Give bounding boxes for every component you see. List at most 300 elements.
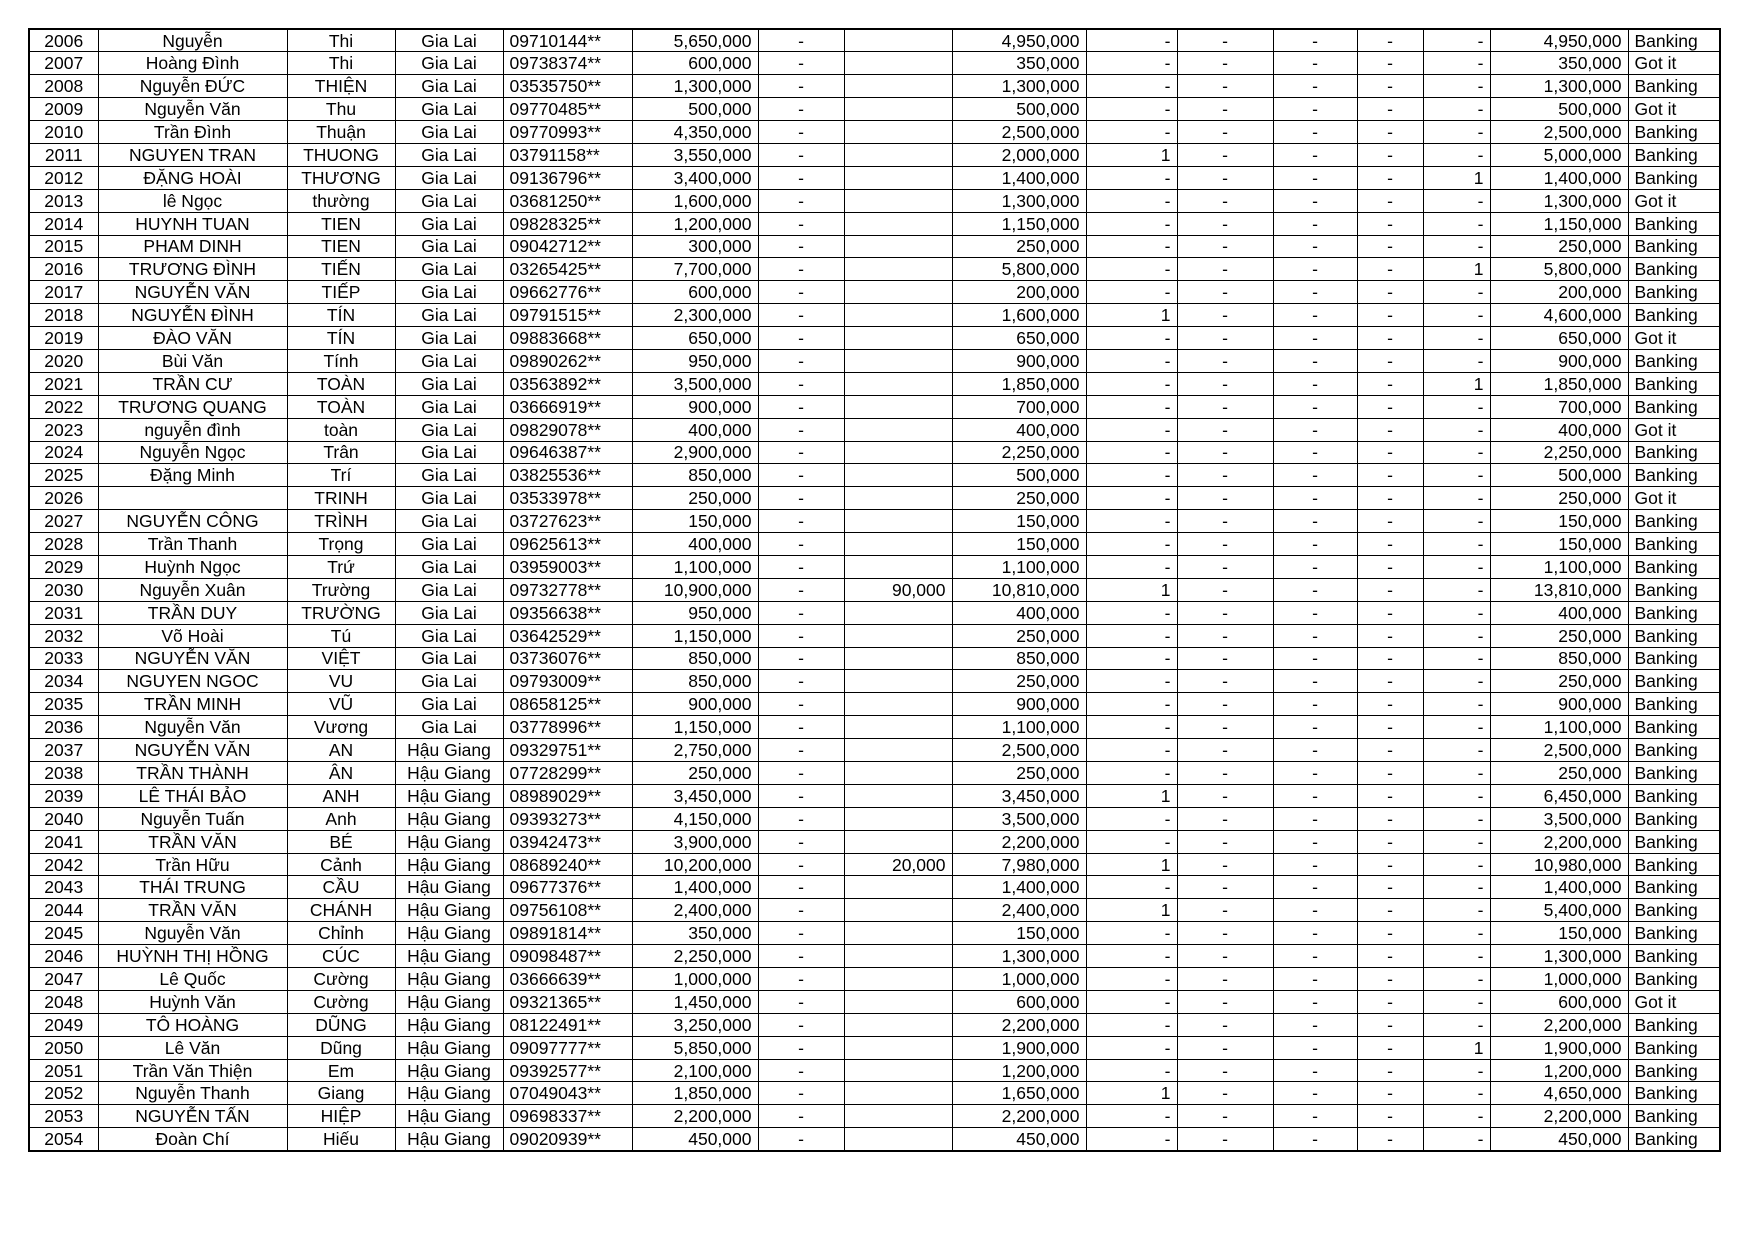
amount-requested-cell: 500,000 <box>632 98 758 121</box>
flag-a-cell: - <box>1086 555 1177 578</box>
payment-method-cell: Banking <box>1628 624 1720 647</box>
flag-a-cell: - <box>1086 739 1177 762</box>
flag-e-cell: 1 <box>1423 1036 1490 1059</box>
flag-d-cell: - <box>1357 899 1423 922</box>
row-number-cell: 2026 <box>29 487 98 510</box>
province-cell: Gia Lai <box>395 464 503 487</box>
flag-b-cell: - <box>1177 693 1273 716</box>
last-name-cell: NGUYỄN CÔNG <box>98 510 287 533</box>
last-name-cell: Huỳnh Văn <box>98 990 287 1013</box>
flag-b-cell: - <box>1177 75 1273 98</box>
flag-c-cell: - <box>1273 624 1357 647</box>
last-name-cell: TRẦN CƯ <box>98 372 287 395</box>
last-name-cell: Hoàng Đình <box>98 52 287 75</box>
fee-cell <box>844 647 952 670</box>
table-row <box>29 1105 1720 1128</box>
flag-b-cell: - <box>1177 1036 1273 1059</box>
deduction-cell: - <box>758 1105 844 1128</box>
flag-e-cell: - <box>1423 968 1490 991</box>
total-cell: 250,000 <box>1490 235 1628 258</box>
flag-d-cell: - <box>1357 235 1423 258</box>
last-name-cell: Lê Quốc <box>98 968 287 991</box>
deduction-cell: - <box>758 510 844 533</box>
total-cell: 500,000 <box>1490 464 1628 487</box>
deduction-cell: - <box>758 533 844 556</box>
first-name-cell: TRƯỜNG <box>287 601 395 624</box>
flag-a-cell: 1 <box>1086 784 1177 807</box>
fee-cell <box>844 510 952 533</box>
phone-cell: 09738374** <box>503 52 632 75</box>
flag-c-cell: - <box>1273 990 1357 1013</box>
fee-cell <box>844 349 952 372</box>
last-name-cell: Nguyễn ĐỨC <box>98 75 287 98</box>
deduction-cell: - <box>758 853 844 876</box>
row-number-cell: 2046 <box>29 945 98 968</box>
amount-requested-cell: 250,000 <box>632 762 758 785</box>
first-name-cell: Thi <box>287 29 395 52</box>
flag-e-cell: - <box>1423 784 1490 807</box>
first-name-cell: TRÌNH <box>287 510 395 533</box>
row-number-cell: 2045 <box>29 922 98 945</box>
flag-a-cell: - <box>1086 510 1177 533</box>
payment-method-cell: Banking <box>1628 601 1720 624</box>
row-number-cell: 2030 <box>29 578 98 601</box>
flag-b-cell: - <box>1177 1128 1273 1151</box>
first-name-cell: Trân <box>287 441 395 464</box>
province-cell: Gia Lai <box>395 418 503 441</box>
first-name-cell: Tú <box>287 624 395 647</box>
flag-e-cell: 1 <box>1423 166 1490 189</box>
amount-approved-cell: 3,500,000 <box>952 807 1086 830</box>
flag-c-cell: - <box>1273 876 1357 899</box>
flag-d-cell: - <box>1357 327 1423 350</box>
flag-c-cell: - <box>1273 441 1357 464</box>
deduction-cell: - <box>758 922 844 945</box>
province-cell: Gia Lai <box>395 487 503 510</box>
flag-b-cell: - <box>1177 647 1273 670</box>
flag-c-cell: - <box>1273 601 1357 624</box>
flag-b-cell: - <box>1177 1059 1273 1082</box>
table-row <box>29 693 1720 716</box>
amount-approved-cell: 4,950,000 <box>952 29 1086 52</box>
phone-cell: 03959003** <box>503 555 632 578</box>
last-name-cell: lê Ngọc <box>98 189 287 212</box>
total-cell: 1,300,000 <box>1490 75 1628 98</box>
total-cell: 2,250,000 <box>1490 441 1628 464</box>
deduction-cell: - <box>758 876 844 899</box>
amount-approved-cell: 600,000 <box>952 990 1086 1013</box>
last-name-cell: Nguyễn Văn <box>98 922 287 945</box>
first-name-cell: CÚC <box>287 945 395 968</box>
total-cell: 10,980,000 <box>1490 853 1628 876</box>
total-cell: 150,000 <box>1490 510 1628 533</box>
deduction-cell: - <box>758 1036 844 1059</box>
province-cell: Gia Lai <box>395 281 503 304</box>
total-cell: 2,200,000 <box>1490 1105 1628 1128</box>
province-cell: Gia Lai <box>395 578 503 601</box>
flag-e-cell: - <box>1423 1105 1490 1128</box>
phone-cell: 09732778** <box>503 578 632 601</box>
flag-b-cell: - <box>1177 52 1273 75</box>
amount-requested-cell: 1,150,000 <box>632 716 758 739</box>
payment-method-cell: Banking <box>1628 762 1720 785</box>
fee-cell <box>844 739 952 762</box>
first-name-cell: THƯƠNG <box>287 166 395 189</box>
first-name-cell: Thi <box>287 52 395 75</box>
payment-method-cell: Banking <box>1628 830 1720 853</box>
province-cell: Gia Lai <box>395 327 503 350</box>
flag-e-cell: - <box>1423 533 1490 556</box>
amount-requested-cell: 650,000 <box>632 327 758 350</box>
last-name-cell: NGUYỄN VĂN <box>98 281 287 304</box>
table-row <box>29 510 1720 533</box>
flag-c-cell: - <box>1273 487 1357 510</box>
payment-method-cell: Banking <box>1628 670 1720 693</box>
payment-method-cell: Banking <box>1628 464 1720 487</box>
amount-approved-cell: 2,250,000 <box>952 441 1086 464</box>
phone-cell: 09793009** <box>503 670 632 693</box>
row-number-cell: 2009 <box>29 98 98 121</box>
payment-method-cell: Banking <box>1628 968 1720 991</box>
deduction-cell: - <box>758 693 844 716</box>
row-number-cell: 2028 <box>29 533 98 556</box>
first-name-cell: THIỆN <box>287 75 395 98</box>
phone-cell: 09791515** <box>503 304 632 327</box>
flag-d-cell: - <box>1357 143 1423 166</box>
deduction-cell: - <box>758 212 844 235</box>
flag-a-cell: - <box>1086 670 1177 693</box>
deduction-cell: - <box>758 990 844 1013</box>
province-cell: Gia Lai <box>395 601 503 624</box>
amount-approved-cell: 1,200,000 <box>952 1059 1086 1082</box>
flag-c-cell: - <box>1273 510 1357 533</box>
flag-a-cell: - <box>1086 533 1177 556</box>
table-row <box>29 876 1720 899</box>
last-name-cell: NGUYỄN VĂN <box>98 647 287 670</box>
flag-d-cell: - <box>1357 739 1423 762</box>
flag-d-cell: - <box>1357 624 1423 647</box>
flag-c-cell: - <box>1273 418 1357 441</box>
flag-d-cell: - <box>1357 29 1423 52</box>
flag-b-cell: - <box>1177 578 1273 601</box>
row-number-cell: 2034 <box>29 670 98 693</box>
fee-cell <box>844 75 952 98</box>
flag-d-cell: - <box>1357 1059 1423 1082</box>
amount-approved-cell: 2,200,000 <box>952 1105 1086 1128</box>
province-cell: Gia Lai <box>395 235 503 258</box>
amount-approved-cell: 10,810,000 <box>952 578 1086 601</box>
fee-cell <box>844 830 952 853</box>
table-row <box>29 555 1720 578</box>
flag-c-cell: - <box>1273 899 1357 922</box>
row-number-cell: 2052 <box>29 1082 98 1105</box>
flag-a-cell: - <box>1086 372 1177 395</box>
fee-cell <box>844 784 952 807</box>
amount-approved-cell: 1,850,000 <box>952 372 1086 395</box>
amount-approved-cell: 850,000 <box>952 647 1086 670</box>
flag-a-cell: - <box>1086 121 1177 144</box>
fee-cell <box>844 372 952 395</box>
flag-c-cell: - <box>1273 555 1357 578</box>
first-name-cell: Trí <box>287 464 395 487</box>
first-name-cell: BÉ <box>287 830 395 853</box>
amount-requested-cell: 3,400,000 <box>632 166 758 189</box>
phone-cell: 09770993** <box>503 121 632 144</box>
province-cell: Gia Lai <box>395 395 503 418</box>
amount-requested-cell: 450,000 <box>632 1128 758 1151</box>
total-cell: 1,300,000 <box>1490 945 1628 968</box>
flag-c-cell: - <box>1273 98 1357 121</box>
flag-c-cell: - <box>1273 1013 1357 1036</box>
flag-a-cell: - <box>1086 29 1177 52</box>
total-cell: 700,000 <box>1490 395 1628 418</box>
flag-a-cell: 1 <box>1086 304 1177 327</box>
phone-cell: 03681250** <box>503 189 632 212</box>
flag-a-cell: 1 <box>1086 899 1177 922</box>
flag-d-cell: - <box>1357 533 1423 556</box>
first-name-cell: TRINH <box>287 487 395 510</box>
province-cell: Hậu Giang <box>395 922 503 945</box>
row-number-cell: 2042 <box>29 853 98 876</box>
flag-d-cell: - <box>1357 372 1423 395</box>
flag-d-cell: - <box>1357 166 1423 189</box>
province-cell: Hậu Giang <box>395 1105 503 1128</box>
total-cell: 13,810,000 <box>1490 578 1628 601</box>
province-cell: Gia Lai <box>395 166 503 189</box>
phone-cell: 09646387** <box>503 441 632 464</box>
flag-b-cell: - <box>1177 29 1273 52</box>
last-name-cell <box>98 487 287 510</box>
table-row <box>29 166 1720 189</box>
amount-approved-cell: 1,600,000 <box>952 304 1086 327</box>
phone-cell: 03778996** <box>503 716 632 739</box>
flag-a-cell: - <box>1086 212 1177 235</box>
province-cell: Hậu Giang <box>395 762 503 785</box>
flag-d-cell: - <box>1357 75 1423 98</box>
total-cell: 2,200,000 <box>1490 830 1628 853</box>
first-name-cell: TÍN <box>287 327 395 350</box>
deduction-cell: - <box>758 98 844 121</box>
table-row <box>29 624 1720 647</box>
table-body <box>29 29 1720 1151</box>
last-name-cell: TÔ HOÀNG <box>98 1013 287 1036</box>
fee-cell <box>844 1059 952 1082</box>
flag-d-cell: - <box>1357 52 1423 75</box>
fee-cell <box>844 670 952 693</box>
deduction-cell: - <box>758 647 844 670</box>
total-cell: 1,200,000 <box>1490 1059 1628 1082</box>
deduction-cell: - <box>758 487 844 510</box>
deduction-cell: - <box>758 281 844 304</box>
amount-requested-cell: 1,450,000 <box>632 990 758 1013</box>
last-name-cell: TRẦN VĂN <box>98 899 287 922</box>
last-name-cell: ĐÀO VĂN <box>98 327 287 350</box>
phone-cell: 03666639** <box>503 968 632 991</box>
amount-requested-cell: 900,000 <box>632 693 758 716</box>
row-number-cell: 2015 <box>29 235 98 258</box>
row-number-cell: 2025 <box>29 464 98 487</box>
last-name-cell: Võ Hoài <box>98 624 287 647</box>
flag-e-cell: - <box>1423 807 1490 830</box>
first-name-cell: Cường <box>287 968 395 991</box>
first-name-cell: VU <box>287 670 395 693</box>
flag-a-cell: - <box>1086 830 1177 853</box>
flag-b-cell: - <box>1177 624 1273 647</box>
flag-b-cell: - <box>1177 555 1273 578</box>
deduction-cell: - <box>758 395 844 418</box>
fee-cell <box>844 555 952 578</box>
last-name-cell: NGUYEN TRAN <box>98 143 287 166</box>
total-cell: 4,600,000 <box>1490 304 1628 327</box>
flag-a-cell: - <box>1086 395 1177 418</box>
amount-approved-cell: 400,000 <box>952 418 1086 441</box>
total-cell: 1,100,000 <box>1490 716 1628 739</box>
flag-d-cell: - <box>1357 601 1423 624</box>
first-name-cell: Trứ <box>287 555 395 578</box>
row-number-cell: 2022 <box>29 395 98 418</box>
phone-cell: 03563892** <box>503 372 632 395</box>
total-cell: 400,000 <box>1490 418 1628 441</box>
flag-a-cell: - <box>1086 349 1177 372</box>
total-cell: 1,900,000 <box>1490 1036 1628 1059</box>
last-name-cell: ĐẶNG HOÀI <box>98 166 287 189</box>
fee-cell <box>844 98 952 121</box>
amount-requested-cell: 4,350,000 <box>632 121 758 144</box>
flag-a-cell: - <box>1086 716 1177 739</box>
total-cell: 250,000 <box>1490 487 1628 510</box>
fee-cell <box>844 968 952 991</box>
flag-d-cell: - <box>1357 487 1423 510</box>
table-row <box>29 945 1720 968</box>
table-row <box>29 29 1720 52</box>
last-name-cell: HUỲNH THỊ HỒNG <box>98 945 287 968</box>
first-name-cell: Chỉnh <box>287 922 395 945</box>
table-row <box>29 121 1720 144</box>
flag-a-cell: - <box>1086 441 1177 464</box>
flag-c-cell: - <box>1273 533 1357 556</box>
amount-approved-cell: 250,000 <box>952 624 1086 647</box>
fee-cell <box>844 121 952 144</box>
phone-cell: 09756108** <box>503 899 632 922</box>
total-cell: 5,800,000 <box>1490 258 1628 281</box>
last-name-cell: Bùi Văn <box>98 349 287 372</box>
flag-e-cell: - <box>1423 121 1490 144</box>
province-cell: Gia Lai <box>395 143 503 166</box>
amount-requested-cell: 850,000 <box>632 670 758 693</box>
fee-cell <box>844 52 952 75</box>
row-number-cell: 2013 <box>29 189 98 212</box>
phone-cell: 09042712** <box>503 235 632 258</box>
table-row <box>29 189 1720 212</box>
payment-method-cell: Banking <box>1628 121 1720 144</box>
row-number-cell: 2021 <box>29 372 98 395</box>
amount-approved-cell: 500,000 <box>952 464 1086 487</box>
fee-cell <box>844 143 952 166</box>
total-cell: 850,000 <box>1490 647 1628 670</box>
total-cell: 2,200,000 <box>1490 1013 1628 1036</box>
flag-e-cell: - <box>1423 762 1490 785</box>
row-number-cell: 2014 <box>29 212 98 235</box>
flag-a-cell: - <box>1086 487 1177 510</box>
amount-requested-cell: 600,000 <box>632 52 758 75</box>
payment-method-cell: Got it <box>1628 98 1720 121</box>
amount-requested-cell: 1,300,000 <box>632 75 758 98</box>
payment-method-cell: Banking <box>1628 441 1720 464</box>
amount-requested-cell: 950,000 <box>632 601 758 624</box>
total-cell: 150,000 <box>1490 922 1628 945</box>
amount-requested-cell: 7,700,000 <box>632 258 758 281</box>
flag-b-cell: - <box>1177 441 1273 464</box>
row-number-cell: 2053 <box>29 1105 98 1128</box>
flag-a-cell: - <box>1086 968 1177 991</box>
phone-cell: 08689240** <box>503 853 632 876</box>
first-name-cell: TÍN <box>287 304 395 327</box>
first-name-cell: Giang <box>287 1082 395 1105</box>
last-name-cell: Nguyễn Ngọc <box>98 441 287 464</box>
amount-approved-cell: 250,000 <box>952 235 1086 258</box>
last-name-cell: Lê Văn <box>98 1036 287 1059</box>
table-row <box>29 853 1720 876</box>
row-number-cell: 2050 <box>29 1036 98 1059</box>
fee-cell <box>844 487 952 510</box>
amount-requested-cell: 4,150,000 <box>632 807 758 830</box>
phone-cell: 03265425** <box>503 258 632 281</box>
flag-a-cell: - <box>1086 75 1177 98</box>
province-cell: Hậu Giang <box>395 784 503 807</box>
flag-e-cell: - <box>1423 98 1490 121</box>
table-row <box>29 143 1720 166</box>
province-cell: Hậu Giang <box>395 945 503 968</box>
amount-requested-cell: 2,100,000 <box>632 1059 758 1082</box>
amount-requested-cell: 150,000 <box>632 510 758 533</box>
flag-e-cell: - <box>1423 304 1490 327</box>
flag-c-cell: - <box>1273 29 1357 52</box>
deduction-cell: - <box>758 624 844 647</box>
last-name-cell: LÊ THÁI BẢO <box>98 784 287 807</box>
flag-e-cell: - <box>1423 1013 1490 1036</box>
flag-d-cell: - <box>1357 395 1423 418</box>
phone-cell: 09321365** <box>503 990 632 1013</box>
first-name-cell: Hiếu <box>287 1128 395 1151</box>
flag-c-cell: - <box>1273 189 1357 212</box>
fee-cell <box>844 258 952 281</box>
amount-approved-cell: 150,000 <box>952 510 1086 533</box>
phone-cell: 03736076** <box>503 647 632 670</box>
fee-cell <box>844 166 952 189</box>
province-cell: Hậu Giang <box>395 853 503 876</box>
flag-b-cell: - <box>1177 533 1273 556</box>
payment-method-cell: Banking <box>1628 693 1720 716</box>
flag-b-cell: - <box>1177 349 1273 372</box>
flag-a-cell: - <box>1086 922 1177 945</box>
flag-d-cell: - <box>1357 830 1423 853</box>
amount-requested-cell: 10,900,000 <box>632 578 758 601</box>
flag-e-cell: - <box>1423 143 1490 166</box>
flag-a-cell: - <box>1086 1059 1177 1082</box>
amount-requested-cell: 1,150,000 <box>632 624 758 647</box>
row-number-cell: 2018 <box>29 304 98 327</box>
last-name-cell: Nguyễn Tuấn <box>98 807 287 830</box>
amount-requested-cell: 1,000,000 <box>632 968 758 991</box>
total-cell: 1,100,000 <box>1490 555 1628 578</box>
fee-cell <box>844 990 952 1013</box>
flag-c-cell: - <box>1273 304 1357 327</box>
first-name-cell: Tính <box>287 349 395 372</box>
flag-e-cell: - <box>1423 555 1490 578</box>
table-row <box>29 487 1720 510</box>
flag-d-cell: - <box>1357 441 1423 464</box>
flag-c-cell: - <box>1273 968 1357 991</box>
